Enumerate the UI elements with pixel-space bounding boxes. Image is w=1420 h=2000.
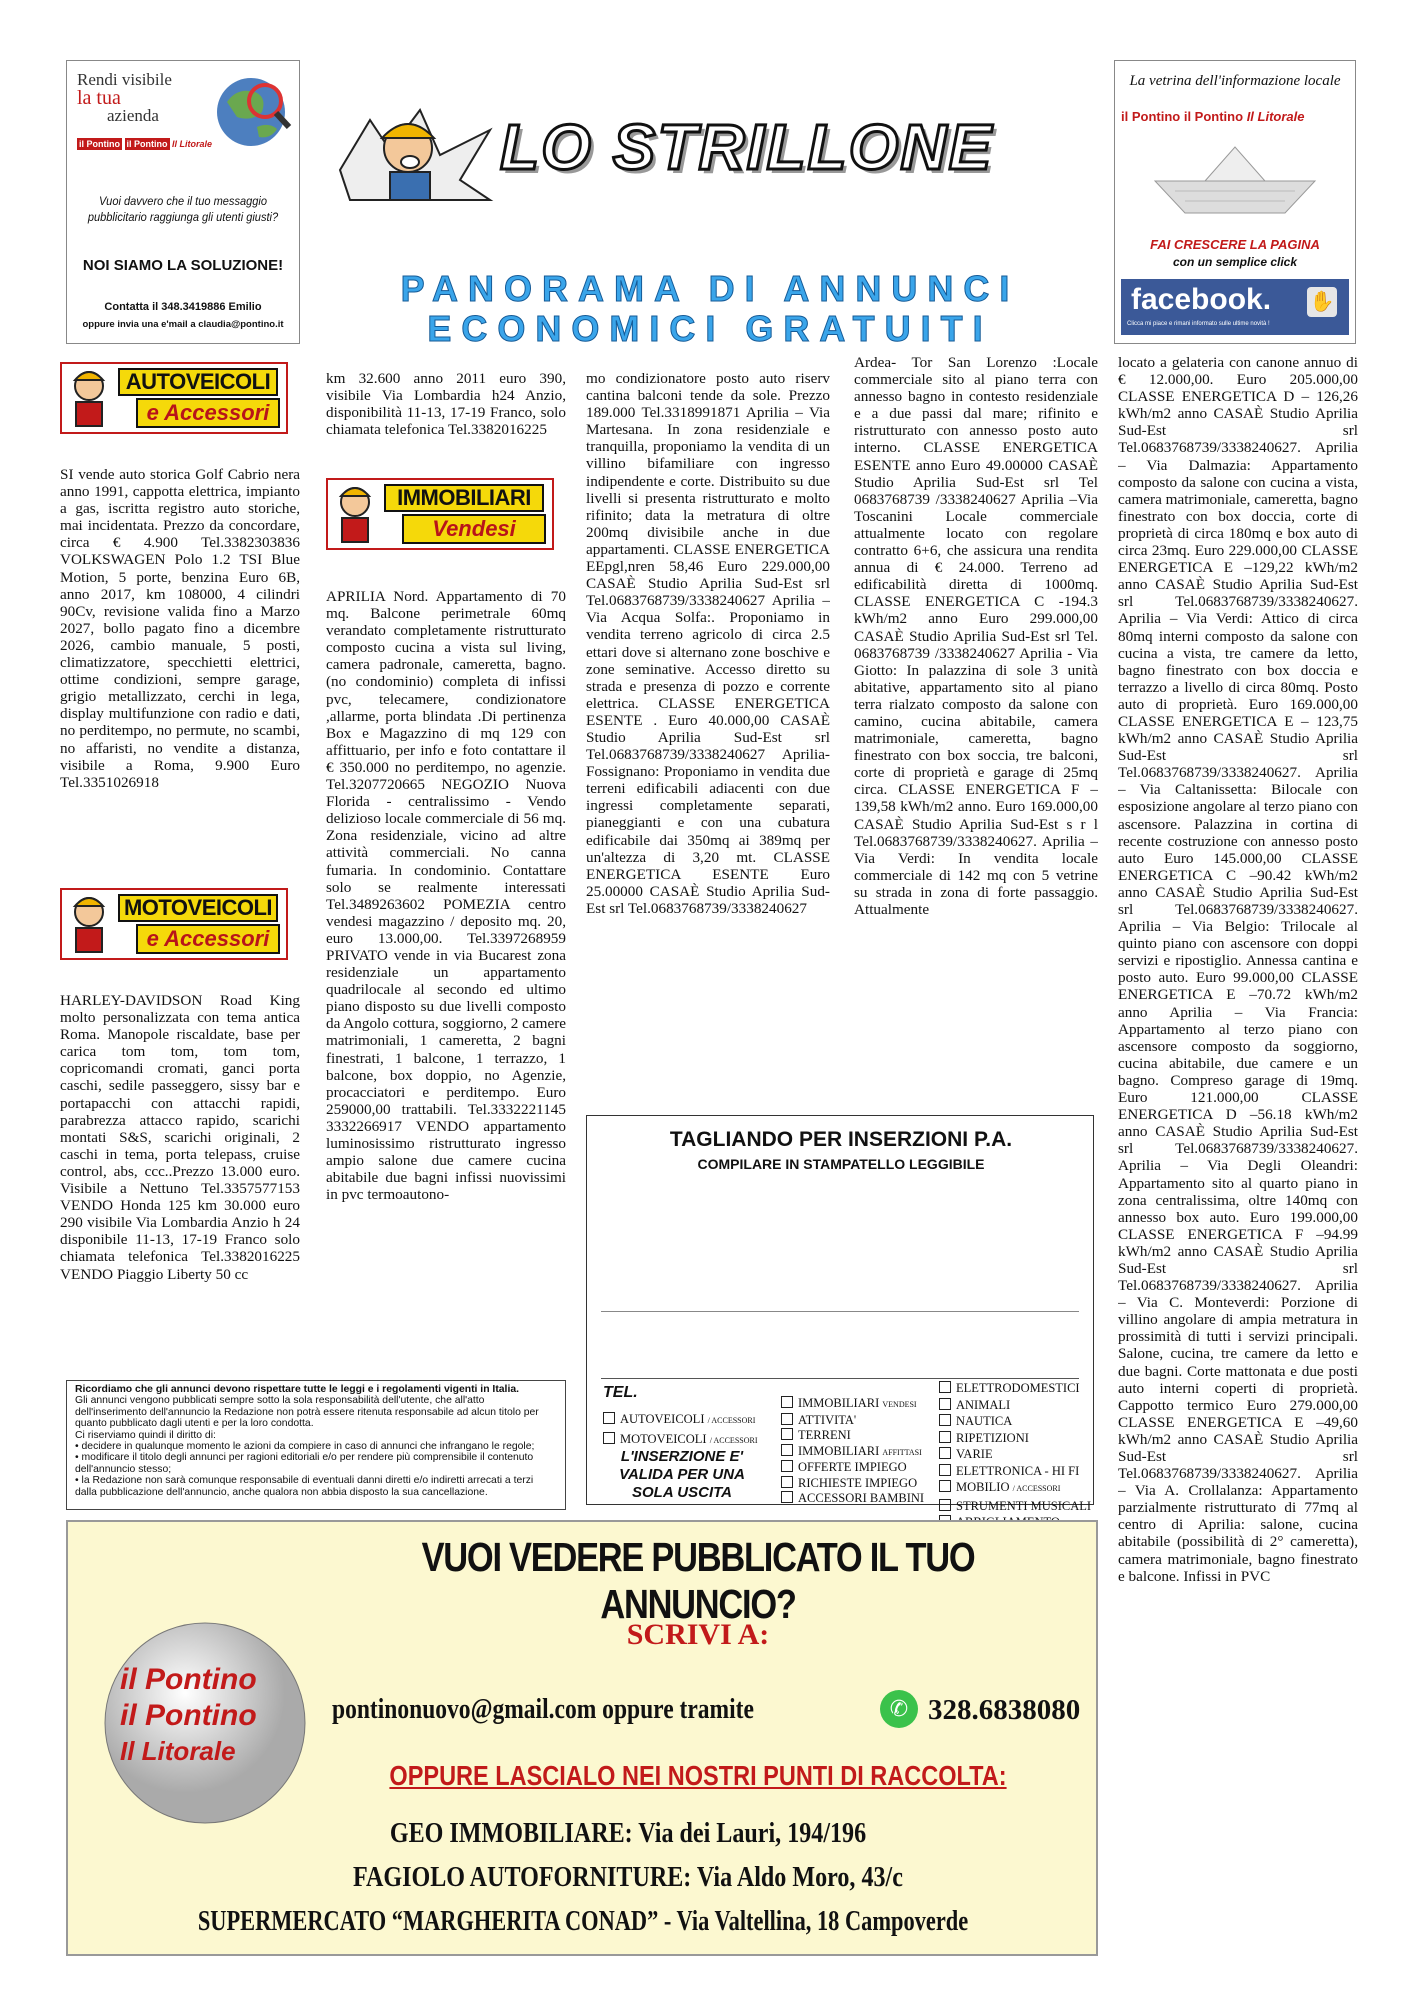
logo-pontino-2: il Pontino — [120, 1699, 257, 1732]
column-5 — [1118, 354, 1358, 1954]
publish-advert — [66, 1520, 1098, 1956]
listing-text: Ardea- Tor San Lorenzo :Locale commerciale sito al piano terra con annesso bagno in contesto residenziale e a due passi dal mare; rifinito e ristrutturato con annesso posto auto interno. CLASSE ENERGETICA ESENTE anno Euro 49.00000 CASAÈ Studio Aprilia Sud-Est srl Tel 0683768739 /3338240627 Aprilia –Via Toscanini Locale commerciale attualmente locato con regolare contratto 6+6, che assicura una rendita annua di € 24.000. Terreno ad edificabilità diretta di 1000mq. CLASSE ENERGETICA C -194.3 kWh/m2 anno Euro 299.000,00 CASAÈ Studio Aprilia Sud-Est srl Tel. 0683768739 /3338240627 Aprilia - Via Giotto: In palazzina di sole 3 unità abitative, appartamento sito al piano terra rialzato composto da salone con camino, cucina abitabile, camera matrimoniale, cameretta, bagno finestrato con box soccia, tre balconi, corte di proprietà e garage di 25mq circa. CLASSE ENERGETICA F –139,58 kWh/m2 anno. Euro 169.000,00 CASAÈ Studio Aprilia Sud-Est s r l Tel.0683768739/3338240627. Aprilia – Via Verdi: In vendita locale commerciale di 142 mq con 5 vetrine su strada in zona di forte passaggio. Attualmente — [854, 354, 1098, 918]
advert-question: Vuoi davvero che il tuo messaggio pubblicitario raggiunga gli utenti giusti? — [87, 194, 279, 224]
checkbox[interactable] — [781, 1460, 793, 1472]
option-label: ANIMALI — [956, 1397, 1011, 1412]
checkbox[interactable] — [781, 1396, 793, 1408]
option-label: VARIE — [956, 1447, 993, 1461]
checkbox[interactable] — [781, 1476, 793, 1488]
coupon-option[interactable] — [603, 1430, 758, 1450]
option-label: ATTIVITA' — [798, 1412, 857, 1427]
listing-text: SI vende auto storica Golf Cabrio nera anno 1991, cappotta elettrica, impianto a gas, iscritta registro auto storiche, mai incidentata. Prezzo da concordare, circa € 4.900 Tel.3382303836 VOLKSWAGEN Polo 1.2 TSI Blue Motion, 5 porte, benzina Euro 6B, anno 2017, km 108000, 4 cilindri 90Cv, revisione valida fino a Marzo 2027, bollo pagato fino a dicembre 2026, cambio manuale, 5 posti, climatizzatore, specchietti elettrici, ottime condizioni, sempre garage, grigio metallizzato, cerchi in lega, display multifunzione con radio e dati, no perditempo, no permute, no scambi, no affaristi, no vendite a distanza, visibile a Roma, 9.900 Euro Tel.3351026918 — [60, 466, 300, 791]
column-4 — [854, 354, 1098, 1098]
advert-line-1: Rendi visibile — [77, 70, 172, 89]
write-line — [601, 1311, 1079, 1312]
option-label: STRUMENTI MUSICALI — [956, 1498, 1092, 1513]
advert-contact-2: oppure invia una e'mail a claudia@pontino.it — [82, 319, 284, 330]
disclaimer-box — [66, 1380, 566, 1510]
thumbs-up-icon: ✋ — [1307, 287, 1337, 317]
coupon-tel-label: TEL. — [603, 1384, 638, 1401]
logo-pontino-1: il Pontino — [120, 1663, 257, 1696]
option-label: RIPETIZIONI — [956, 1430, 1029, 1445]
badge-title: MOTOVEICOLI — [118, 894, 278, 922]
coupon-option[interactable] — [939, 1498, 1091, 1515]
coupon-option[interactable] — [939, 1430, 1091, 1447]
checkbox[interactable] — [603, 1432, 615, 1444]
checkbox[interactable] — [939, 1480, 951, 1492]
coupon-option[interactable] — [939, 1380, 1091, 1397]
option-label: MOTOVEICOLI — [620, 1432, 707, 1446]
option-label: IMMOBILIARI — [798, 1396, 880, 1410]
checkbox[interactable] — [939, 1398, 951, 1410]
right-advert-grow-1: FAI CRESCERE LA PAGINA — [1150, 237, 1320, 252]
logo-litorale: Il Litorale — [120, 1736, 236, 1766]
listing-text: APRILIA Nord. Appartamento di 70 mq. Balcone perimetrale 60mq verandato completamente ristrutturato composto cucina a vista sul living, camera padronale, cameretta, bagno.(no condominio) completa di infissi pvc, telecamere, condizionatore ,allarme, porta blindata .Di pertinenza Box e Magazzino di mq 129 con affittuario, per info e foto contattare il € 350.000 no perditempo, no agenzie. Tel.3207720665 NEGOZIO Nuova Florida - centralissimo - Vendo delizioso locale commerciale di 56 mq. Zona residenziale, vicino ad altre attività commerciali. No canna fumaria. In condominio. Contattare solo se realmente interessati Tel.3489263602 POMEZIA centro vendesi magazzino / deposito mq. 20, euro 13.000,00. Tel.3397268959 PRIVATO vende in via Bucarest zona residenziale un appartamento quadrilocale al secondo ed ultimo piano disposto su due livelli composto da Angolo cottura, soggiorno, 2 camere matrimoniali, 1 cameretta, 2 bagni finestrati, 1 balcone, 1 terrazzo, 1 balcone, box doppio, no Agenzie, procacciatori e perditempo. Euro 259000,00 trattabili. Tel.3332221145 3332266917 VENDO appartamento luminosissimo ristrutturato ingresso ampio salone due camere cucina abitabile due bagni infissi nuovissimi in pvc termoautono- — [326, 588, 566, 1204]
logo-litorale: Il Litorale — [1246, 109, 1305, 124]
publish-phone[interactable]: 328.6838080 — [928, 1694, 1081, 1726]
paper-boat-icon — [1145, 141, 1325, 221]
publish-email[interactable]: pontinonuovo@gmail.com oppure tramite — [332, 1694, 754, 1725]
publish-collection-points: OPPURE LASCIALO NEI NOSTRI PUNTI DI RACCOLTA: — [389, 1760, 1007, 1791]
option-label: RICHIESTE IMPIEGO — [798, 1475, 918, 1490]
collection-point-3: SUPERMERCATO “MARGHERITA CONAD” - Via Valtellina, 18 Campoverde — [197, 1906, 969, 1937]
logo-pontino-1: il Pontino — [79, 139, 120, 149]
advert-logos — [77, 139, 212, 149]
insertion-coupon — [586, 1115, 1094, 1513]
right-advert — [1114, 60, 1356, 344]
option-sublabel: AFFITTASI — [882, 1447, 922, 1457]
logo-litorale: Il Litorale — [172, 139, 213, 149]
advert-solution: NOI SIAMO LA SOLUZIONE! — [82, 257, 284, 274]
bullet-text: la Redazione non sarà comunque responsabile di eventuali danni diretti e/o indiretti arrecati a terzi dalla pubblicazione dell'annuncio, anche qualora non abbia disposto la sua cancellazione. — [75, 1475, 534, 1498]
badge-subtitle: e Accessori — [136, 924, 280, 954]
publish-contact-row — [332, 1690, 1092, 1736]
logo-pontino-2: il Pontino — [126, 139, 168, 149]
option-sublabel: / ACCESSORI — [707, 1416, 756, 1425]
checkbox[interactable] — [781, 1491, 793, 1503]
masthead-subtitle-2: ECONOMICI GRATUITI — [427, 308, 993, 349]
publish-headline: VUOI VEDERE PUBBLICATO IL TUO ANNUNCIO? — [421, 1534, 975, 1627]
logo-pontino-1: il Pontino — [1121, 109, 1181, 124]
disclaimer-bullet-3: • la Redazione non sarà comunque responsabile di eventuali danni diretti e/o indiretti arrecati a terzi dalla pubblicazione dell'annuncio, anche qualora non abbia disposto la sua cancellazione. — [75, 1475, 534, 1498]
column-3 — [586, 370, 830, 1096]
coupon-option[interactable] — [939, 1397, 1091, 1414]
globe-magnifier-icon — [207, 67, 295, 157]
coupon-option[interactable] — [781, 1460, 924, 1476]
advert-line-2: la tua — [77, 87, 121, 109]
checkbox[interactable] — [603, 1412, 615, 1424]
coupon-option[interactable] — [781, 1396, 924, 1413]
checkbox[interactable] — [939, 1464, 951, 1476]
collection-point-1: GEO IMMOBILIARE: Via dei Lauri, 194/196 — [389, 1818, 867, 1849]
option-label: OFFERTE IMPIEGO — [798, 1460, 907, 1474]
newsboy-cartoon-icon — [330, 100, 500, 210]
option-label: ELETTRONICA - HI FI — [956, 1463, 1080, 1478]
mascot-icon — [332, 482, 378, 546]
right-advert-logos — [1121, 109, 1351, 124]
disclaimer-heading: Ricordiamo che gli annunci devono rispettare tutte le leggi e i regolamenti vigenti in Italia. — [75, 1384, 519, 1395]
coupon-options-mid — [781, 1396, 924, 1507]
column-1-auto-listings — [60, 466, 300, 872]
coupon-subtitle: COMPILARE IN STAMPATELLO LEGGIBILE — [697, 1156, 985, 1172]
facebook-note: Clicca mi piace e rimani informato sulle ultime novità ! — [1127, 321, 1270, 327]
bullet-text: decidere in qualunque momento le azioni da compiere in caso di annunci che infrangano le regole; — [81, 1441, 535, 1453]
coupon-option[interactable] — [781, 1491, 924, 1507]
advert-line-3: azienda — [107, 106, 159, 125]
globe-logos — [120, 1662, 290, 1768]
coupon-option[interactable] — [603, 1410, 758, 1430]
badge-title: IMMOBILIARI — [384, 484, 544, 512]
coupon-title: TAGLIANDO PER INSERZIONI P.A. — [669, 1128, 1013, 1151]
checkbox[interactable] — [939, 1499, 951, 1511]
listing-text: HARLEY-DAVIDSON Road King molto personalizzata con tema antica Roma. Manopole riscaldate, base per carica tom tom, tom tom, copricomandi cromati, ganci porta caschi, sedile passeggero, sissy bar e portapacchi con attacchi rapidi, parabrezza attacco rapido, scarichi montati S&S, scarichi originali, 2 caschi in tema, porta telepass, cruise control, abs, ccc..Prezzo 13.000 euro. Visibile a Nettuno Tel.3357577153 VENDO Honda 125 km 30.000 euro 290 visibile Via Lombardia Anzio h 24 disponibile 11-13, 17-19 Franco solo chiamata telefonica Tel.3382016225 VENDO Piaggio Liberty 50 cc — [60, 992, 300, 1283]
listing-text: km 32.600 anno 2011 euro 390, visibile Via Lombardia h24 Anzio, disponibilità 11-13, 17-19 Franco, solo chiamata telefonica Tel.3382016225 — [326, 370, 566, 439]
checkbox[interactable] — [781, 1413, 793, 1425]
badge-subtitle: e Accessori — [136, 398, 280, 428]
publish-scrivi: SCRIVI A: — [626, 1618, 770, 1651]
checkbox[interactable] — [939, 1431, 951, 1443]
badge-title: AUTOVEICOLI — [118, 368, 278, 396]
coupon-option[interactable] — [939, 1446, 1091, 1463]
option-label: AUTOVEICOLI — [620, 1412, 705, 1426]
coupon-option[interactable] — [781, 1428, 924, 1444]
option-sublabel: VENDESI — [882, 1400, 917, 1409]
collection-point-2: FAGIOLO AUTOFORNITURE: Via Aldo Moro, 43/c — [353, 1862, 903, 1893]
checkbox[interactable] — [939, 1414, 951, 1426]
masthead — [320, 90, 1100, 309]
option-sublabel: / ACCESSORI — [1012, 1484, 1061, 1493]
coupon-option[interactable] — [939, 1479, 1091, 1498]
facebook-banner[interactable] — [1121, 279, 1349, 335]
disclaimer-para-1: Gli annunci vengono pubblicati sempre sotto la sola responsabilità dell'utente, che all'atto dell'inserimento dell'annuncio la Redazione non potrà essere ritenuta responsabile ad alcun titolo per quanto pubblicato dagli utenti e per la loro condotta. — [75, 1395, 539, 1430]
column-2-immobiliari — [326, 588, 566, 1352]
disclaimer-bullet-1: • decidere in qualunque momento le azioni da compiere in caso di annunci che infrangano le regole; — [75, 1441, 535, 1453]
column-2-top — [326, 370, 566, 470]
left-advert — [66, 60, 300, 344]
checkbox[interactable] — [939, 1381, 951, 1393]
option-label: ACCESSORI BAMBINI — [798, 1491, 925, 1505]
logo-pontino-2: il Pontino — [1183, 109, 1244, 124]
listing-text: locato a gelateria con canone annuo di € 12.000,00. Euro 205.000,00 CLASSE ENERGETICA D – 126,26 kWh/m2 anno CASAÈ Studio Aprilia Sud-Est srl Tel.0683768739/3338240627. Aprilia – Via Dalmazia: Appartamento composto da salone con cucina a vista, camera matrimoniale, cameretta, bagno finestrato con box doccia, corte di proprietà di circa 180mq e box auto di circa 23mq. Euro 229.000,00 CLASSE ENERGETICA E –129,22 kWh/m2 anno CASAÈ Studio Aprilia Sud-Est srl Tel.0683768739/3338240627. Aprilia – Via Verdi: Attico di circa 80mq interni composto da salone con cucina a vista, tre camere da letto, bagno finestrato con box doccia e terrazzo a livello di circa 80mq. Posto auto di proprietà. Euro 169.000,00 CLASSE ENERGETICA E – 123,75 kWh/m2 anno CASAÈ Studio Aprilia Sud-Est srl Tel.0683768739/3338240627. Aprilia – Via Caltanissetta: Bilocale con esposizione angolare al terzo piano con ascensore. Palazzina in cortina di recente costruzione con annesso posto auto Euro 145.000,00 CLASSE ENERGETICA C –90.42 kWh/m2 anno CASAÈ Studio Aprilia Sud-Est srl Tel.0683768739/3338240627. Aprilia – Via Belgio: Trilocale al quinto piano con ascensore con doppi servizi e ripostiglio. Annessa cantina e posto auto. Euro 99.000,00 CLASSE ENERGETICA E –70.72 kWh/m2 anno Aprilia – Via Francia: Appartamento al terzo piano con ascensore composto da soggiorno, cucina abitabile, due camere e un bagno. Compreso garage di 19mq. Euro 121.000,00 CLASSE ENERGETICA D –56.18 kWh/m2 anno CASAÈ Studio Aprilia Sud-Est srl Tel.0683768739/3338240627. Aprilia – Via Degli Oleandri: Appartamento sito al quarto piano in zona centralissima, oltre 140mq con annesso box auto. Euro 199.000,00 CLASSE ENERGETICA F –94.99 kWh/m2 anno CASAÈ Studio Aprilia Sud-Est srl Tel.0683768739/3338240627. Aprilia – Via C. Monteverdi: Porzione di villino angolare di ampia metratura in prossimità di tutti i servizi principali. Salone, cucina, tre camere da letto e due bagni. Corte mattonata e due posti auto interni coperti di proprietà. Cappotto termico Euro 279.000,00 CLASSE ENERGETICA E –49,60 kWh/m2 anno CASAÈ Studio Aprilia Sud-Est srl Tel.0683768739/3338240627. Aprilia – Via A. Crollalanza: Appartamento parzialmente ristrutturato di 77mq al centro di Aprilia: salone, cucina abitabile (possibilità di 2° cameretta), camera matrimoniale, bagno finestrato e balcone. Infissi in PVC — [1118, 354, 1358, 1585]
bullet-text: modificare il titolo degli annunci per ragioni editoriali e/o per rendere più comprensibile il contenuto dell'annuncio stesso; — [75, 1452, 534, 1475]
coupon-option[interactable] — [781, 1444, 924, 1461]
coupon-text-area[interactable] — [601, 1186, 1079, 1379]
masthead-logo: LO STRILLONE — [500, 111, 994, 183]
disclaimer-bullet-2: • modificare il titolo degli annunci per ragioni editoriali e/o per rendere più comprensibile il contenuto dell'annuncio stesso; — [75, 1452, 534, 1475]
coupon-options-right — [939, 1380, 1091, 1531]
option-label: TERRENI — [798, 1428, 851, 1442]
coupon-option[interactable] — [939, 1463, 1091, 1480]
right-advert-title: La vetrina dell'informazione locale — [1129, 73, 1341, 89]
checkbox[interactable] — [781, 1428, 793, 1440]
mascot-icon — [66, 366, 112, 430]
checkbox[interactable] — [939, 1447, 951, 1459]
coupon-options-left — [603, 1410, 758, 1450]
advert-headline — [77, 71, 217, 125]
badge-subtitle: Vendesi — [402, 514, 546, 544]
option-label: MOBILIO — [956, 1480, 1010, 1494]
masthead-subtitle-1: PANORAMA DI ANNUNCI — [400, 268, 1020, 309]
option-label: IMMOBILIARI — [798, 1443, 880, 1458]
coupon-option[interactable] — [781, 1413, 924, 1429]
whatsapp-icon: ✆ — [880, 1690, 918, 1728]
option-sublabel: / ACCESSORI — [709, 1436, 758, 1445]
listing-text: mo condizionatore posto auto riserv cantina balconi tende da sole. Prezzo 189.000 Tel.3318991871 Aprilia – Via Martesana. In zona residenziale e tranquilla, proponiamo la vendita di un villino bifamiliare con ingresso indipendente e corte. Distribuito su due livelli si presenta ristrutturato e molto rifinito; data la metratura di oltre 200mq divisibile anche in due appartamenti. CLASSE ENERGETICA EEpgl,nren 58,46 Euro 229.000,00 CASAÈ Studio Aprilia Sud-Est srl Tel.0683768739/3338240627 Aprilia – Via Acqua Solfa:. Proponiamo in vendita terreno agricolo di circa 2.5 ettari dove si alternano zone boschive e zone seminative. Accesso diretto su strada e presenza di pozzo e corrente elettrica. CLASSE ENERGETICA ESENTE . Euro 40.000,00 CASAÈ Studio Aprilia Sud-Est srl Tel.0683768739/3338240627 Aprilia- Fossignano: Proponiamo in vendita due terreni edificabili adiacenti con due ingressi completamente separati, pianeggianti e con una cubatura edificabile dai 350mq ai 389mq per un'altezza di 3,20 mt. CLASSE ENERGETICA ESENTE Euro 25.00000 CASAÈ Studio Aprilia Sud-Est srl Tel.0683768739/3338240627 — [586, 370, 830, 917]
checkbox[interactable] — [781, 1444, 793, 1456]
coupon-option[interactable] — [781, 1476, 924, 1492]
column-1-moto-listings — [60, 992, 300, 1352]
mascot-icon — [66, 892, 112, 956]
option-label: ELETTRODOMESTICI — [956, 1381, 1080, 1395]
advert-contact-1: Contatta il 348.3419886 Emilio — [104, 301, 262, 313]
right-advert-grow-2: con un semplice click — [1172, 255, 1298, 269]
option-label: NAUTICA — [956, 1414, 1013, 1428]
disclaimer-para-2: Ci riserviamo quindi il diritto di: — [75, 1429, 216, 1441]
coupon-option[interactable] — [939, 1413, 1091, 1430]
facebook-logo: facebook. — [1131, 283, 1272, 316]
coupon-note: L'INSERZIONE E' VALIDA PER UNA SOLA USCITA — [619, 1448, 745, 1501]
